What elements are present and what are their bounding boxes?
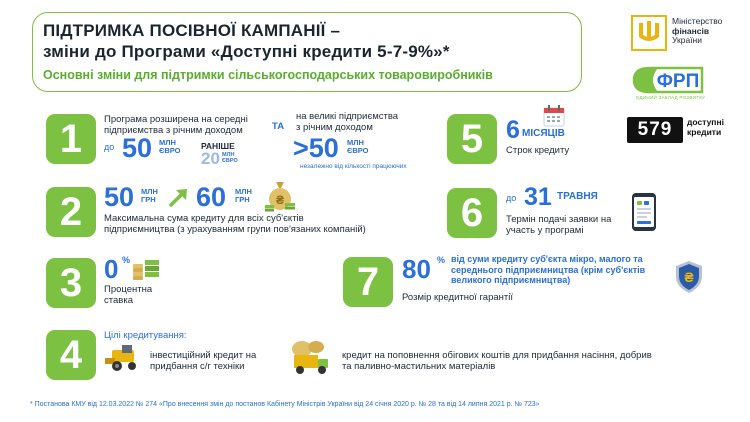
- ministry-name: Міністерство фінансів України: [672, 16, 723, 45]
- svg-text:₴: ₴: [275, 193, 285, 207]
- svg-text:₴: ₴: [684, 269, 694, 285]
- item-1-gt-unit: МЛН ЄВРО: [347, 138, 369, 155]
- item-1-from-unit: МЛН ЄВРО: [159, 138, 181, 155]
- item-6-text: Термін подачі заявки на участь у програмі: [506, 214, 612, 236]
- header-box: [32, 12, 582, 92]
- item-7-badge: 7: [343, 257, 393, 307]
- item-2-from-value: 50: [104, 182, 135, 212]
- brand-579-logo: 579: [627, 117, 683, 143]
- item-7-caption: Розмір кредитної гарантії: [402, 292, 513, 303]
- item-2-to-value: 60: [196, 182, 227, 212]
- item-1-before-label: РАНІШЕ: [201, 141, 235, 151]
- harvester-icon: [104, 344, 144, 372]
- money-bag-icon: [263, 179, 297, 213]
- frp-logo-text: ФРП: [656, 71, 700, 92]
- item-5-text: Строк кредиту: [506, 145, 570, 156]
- item-4-badge: 4: [46, 330, 96, 380]
- item-3-text: Процентна ставка: [104, 284, 153, 306]
- brand-579-text: доступні кредити: [687, 117, 724, 137]
- item-3-badge: 3: [46, 258, 96, 308]
- item-1-from-value: 50: [122, 133, 153, 163]
- item-6-prefix: до: [506, 193, 517, 203]
- page-subtitle: Основні зміни для підтримки сільськогосподарських товаровиробників: [43, 68, 493, 82]
- item-1-connector: ТА: [272, 121, 285, 132]
- item-6-unit: ТРАВНЯ: [557, 191, 598, 202]
- item-1-badge: 1: [46, 114, 96, 164]
- item-2-to-unit: МЛН ГРН: [235, 187, 252, 204]
- shield-hryvnia-icon: [674, 260, 704, 294]
- item-1-note: незалежно від кількості працюючих: [300, 163, 407, 170]
- item-4-heading: Цілі кредитування:: [104, 330, 187, 341]
- item-1-from-prefix: до: [104, 142, 115, 152]
- item-7-unit: %: [437, 255, 446, 265]
- item-3-unit: %: [122, 255, 131, 265]
- item-5-value: 6: [506, 116, 520, 144]
- item-6-value: 31: [524, 183, 552, 211]
- truck-icon: [288, 339, 334, 377]
- arrow-up-icon: [168, 186, 190, 208]
- item-2-from-unit: МЛН ГРН: [141, 187, 158, 204]
- frp-subtitle: ЄДИНИЙ ЗАКЛАД РОЗВИТКУ: [636, 95, 706, 100]
- item-1-text: Програма розширена на середні підприємства з річним доходом: [104, 114, 248, 136]
- frp-logo: [628, 64, 708, 96]
- item-1-before-unit: МЛН ЄВРО: [222, 152, 238, 164]
- coins-icon: [131, 256, 161, 282]
- item-1-gt-value: >50: [293, 133, 339, 163]
- item-1-before-value: 20: [201, 149, 220, 168]
- item-4-goal1: інвестиційний кредит на придбання с/г техніки: [150, 350, 257, 372]
- footnote: * Постанова КМУ від 12.03.2022 № 274 «Про внесення змін до постанов Кабінету Міністрів України від 24 січня 2020 р. № 28 та від 14 липня 2021 р. № 723»: [30, 401, 540, 408]
- calendar-icon: [542, 104, 566, 128]
- phone-app-icon: [631, 192, 657, 232]
- item-7-text: від суми кредиту суб'єкта мікро, малого та середнього підприємництва (крім суб'єктів великого підприємництва): [451, 254, 646, 285]
- item-5-unit: МІСЯЦІВ: [522, 128, 565, 139]
- item-2-badge: 2: [46, 187, 96, 237]
- item-4-goal2: кредит на поповнення обігових коштів для придбання насіння, добрив та паливно-мастильних матеріалів: [342, 350, 652, 372]
- page-title-line1: ПІДТРИМКА ПОСІВНОЇ КАМПАНІЇ –: [43, 21, 341, 40]
- item-5-badge: 5: [447, 114, 497, 164]
- page-title-line2: зміни до Програми «Доступні кредити 5-7-9%»*: [43, 42, 450, 61]
- item-6-badge: 6: [447, 188, 497, 238]
- item-3-value: 0: [104, 254, 119, 284]
- item-7-value: 80: [402, 254, 431, 284]
- ministry-trident-logo: [631, 15, 667, 51]
- item-1-right-text: на великі підприємства з річним доходом: [296, 111, 399, 133]
- item-2-text: Максимальна сума кредиту для всіх суб'єктів підприємництва (з урахуванням групи пов'язаних компаній): [104, 213, 366, 235]
